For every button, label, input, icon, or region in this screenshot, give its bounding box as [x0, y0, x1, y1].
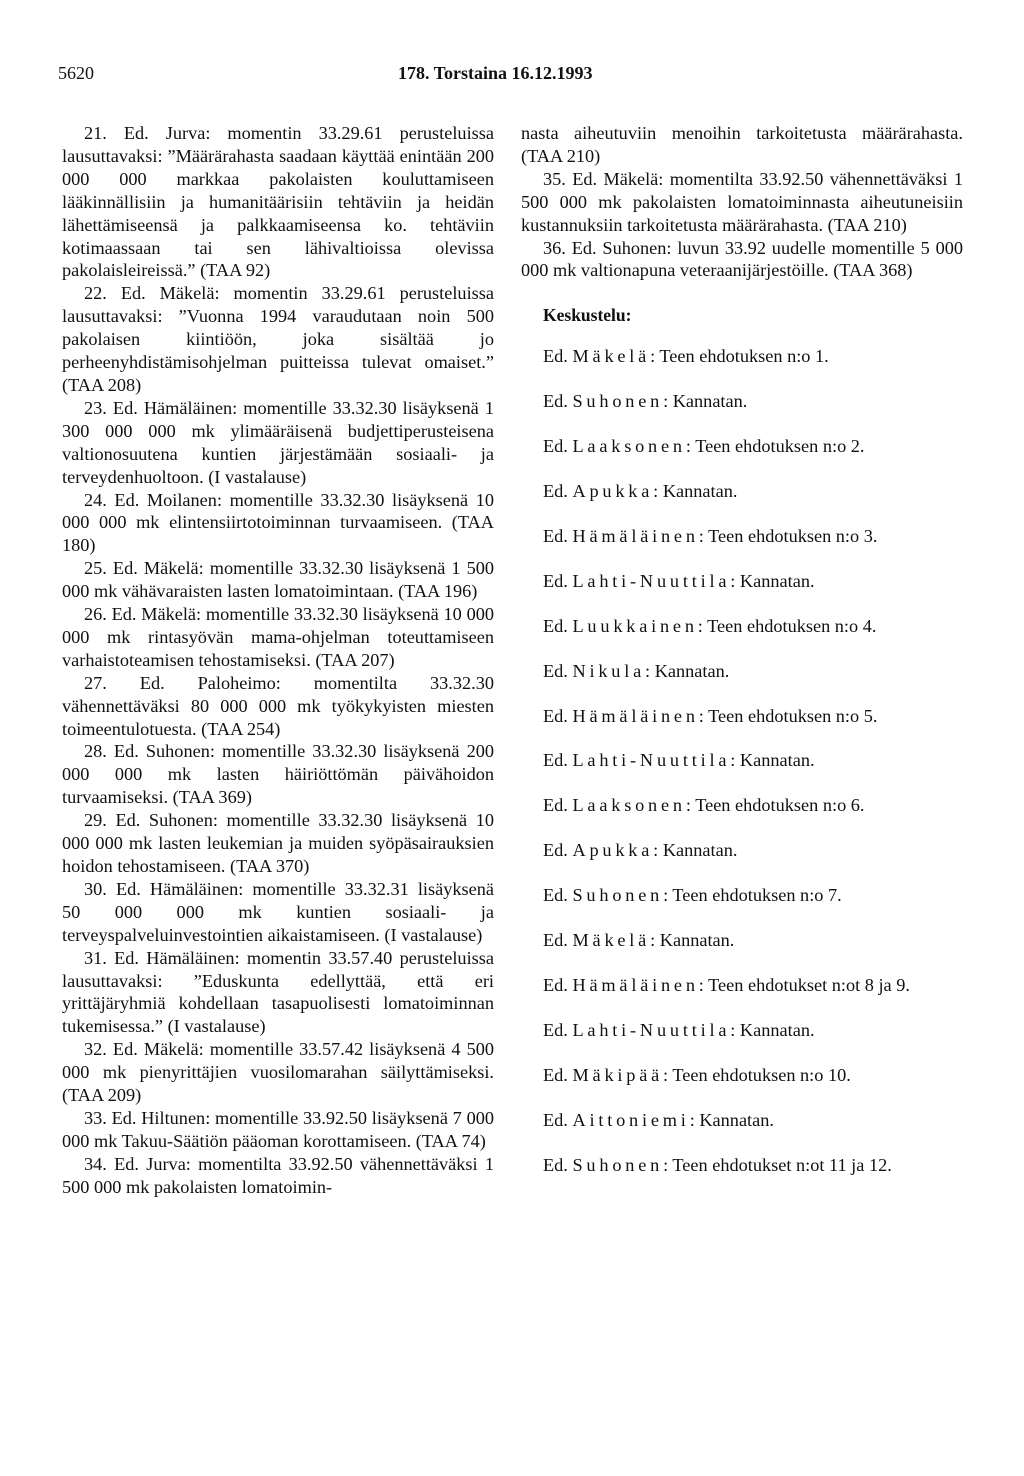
statement-text: Teen ehdotuksen n:o 6. — [695, 795, 865, 816]
speaker-prefix: Ed. — [543, 1064, 568, 1085]
proposal-paragraph: 29. Ed. Suhonen: momentille 33.32.30 lisäyksenä 10 000 000 mk lasten leukemian ja muiden syöpäsairauksien hoidon tehostamiseen. (TAA 370) — [62, 810, 494, 876]
speaker-prefix: Ed. — [543, 885, 568, 906]
speaker-name: Suhonen — [572, 885, 664, 906]
discussion-entry: Ed. Aittoniemi: Kannatan. — [543, 1109, 774, 1130]
speaker-prefix: Ed. — [543, 346, 568, 367]
proposal-paragraph: 30. Ed. Hämäläinen: momentille 33.32.31 lisäyksenä 50 000 000 mk kuntien sosiaali- ja terveyspalveluinvestointien aikaistamiseen. (I vastalause) — [62, 878, 494, 945]
speaker-name: Mäkelä — [572, 930, 651, 951]
proposal-paragraph: 34. Ed. Jurva: momentilta 33.92.50 vähennettäväksi 1 500 000 mk pakolaisten lomatoimin- — [62, 1153, 494, 1197]
proposal-paragraph: 32. Ed. Mäkelä: momentille 33.57.42 lisäyksenä 4 500 000 mk pienyrittäjien vuosilomarahan säilyttämiseksi. (TAA 209) — [62, 1039, 494, 1106]
speaker-name: Lahti-Nuuttila — [572, 1019, 731, 1040]
discussion-entry: Ed. Apukka: Kannatan. — [543, 840, 738, 861]
statement-text: Kannatan. — [739, 570, 815, 591]
discussion-entry: Ed. Hämäläinen: Teen ehdotuksen n:o 3. — [543, 525, 878, 546]
discussion-entry: Ed. Lahti-Nuuttila: Kannatan. — [543, 750, 815, 771]
proposal-paragraph: 31. Ed. Hämäläinen: momentin 33.57.40 perusteluissa lausuttavaksi: ”Eduskunta edellyttää, että eri yrittäjäryhmiä kohdellaan tasapuolisesti lomatoiminnan tukemisessa.” (I vastalause) — [62, 947, 494, 1037]
speaker-name: Aittoniemi — [572, 1109, 690, 1130]
proposal-paragraph: 23. Ed. Hämäläinen: momentille 33.32.30 lisäyksenä 1 300 000 000 mk ylimääräisenä budjettiperusteisena valtionosuutena kuntien järjestämään sosiaali- ja terveydenhuoltoon. (I vastalause) — [62, 397, 494, 487]
proposal-paragraph: 33. Ed. Hiltunen: momentille 33.92.50 lisäyksenä 7 000 000 mk Takuu-Säätiön pääoman korottamiseen. (TAA 74) — [62, 1107, 494, 1151]
statement-text: Kannatan. — [654, 660, 730, 681]
speaker-name: Mäkipää — [572, 1064, 664, 1085]
speaker-prefix: Ed. — [543, 615, 568, 636]
speaker-prefix: Ed. — [543, 750, 568, 771]
statement-text: Teen ehdotukset n:ot 8 ja 9. — [708, 974, 910, 995]
discussion-list — [521, 345, 963, 1176]
right-column — [521, 122, 963, 1198]
speaker-name: Hämäläinen — [572, 705, 699, 726]
statement-text: Kannatan. — [662, 840, 738, 861]
discussion-entry: Ed. Laaksonen: Teen ehdotuksen n:o 2. — [543, 436, 865, 457]
discussion-entry: Ed. Lahti-Nuuttila: Kannatan. — [543, 570, 815, 591]
speaker-name: Suhonen — [572, 1154, 664, 1175]
speaker-name: Luukkainen — [572, 615, 698, 636]
discussion-entry: Ed. Mäkelä: Kannatan. — [543, 930, 735, 951]
statement-text: Teen ehdotuksen n:o 10. — [672, 1064, 851, 1085]
statement-text: Teen ehdotuksen n:o 7. — [672, 885, 842, 906]
statement-text: Teen ehdotukset n:ot 11 ja 12. — [672, 1154, 892, 1175]
left-column — [62, 122, 494, 1199]
speaker-prefix: Ed. — [543, 974, 568, 995]
speaker-prefix: Ed. — [543, 525, 568, 546]
speaker-prefix: Ed. — [543, 1109, 568, 1130]
discussion-entry: Ed. Suhonen: Kannatan. — [543, 391, 748, 412]
statement-text: Kannatan. — [662, 480, 738, 501]
speaker-name: Lahti-Nuuttila — [572, 570, 731, 591]
proposal-paragraph: nasta aiheutuviin menoihin tarkoitetusta määrärahasta. (TAA 210) — [521, 123, 963, 166]
discussion-entry: Ed. Nikula: Kannatan. — [543, 660, 730, 681]
discussion-entry: Ed. Suhonen: Teen ehdotukset n:ot 11 ja 12. — [543, 1154, 892, 1175]
proposal-paragraph: 36. Ed. Suhonen: luvun 33.92 uudelle momentille 5 000 000 mk valtionapuna veteraanijärjestöille. (TAA 368) — [521, 237, 963, 281]
discussion-entry: Ed. Apukka: Kannatan. — [543, 480, 738, 501]
speaker-name: Laaksonen — [572, 436, 686, 457]
statement-text: Kannatan. — [699, 1109, 774, 1130]
discussion-entry: Ed. Mäkelä: Teen ehdotuksen n:o 1. — [543, 346, 829, 367]
statement-text: Kannatan. — [739, 750, 815, 771]
speaker-prefix: Ed. — [543, 795, 568, 816]
statement-text: Kannatan. — [739, 1019, 815, 1040]
speaker-prefix: Ed. — [543, 840, 568, 861]
statement-text: Teen ehdotuksen n:o 1. — [659, 346, 829, 367]
speaker-prefix: Ed. — [543, 1154, 568, 1175]
speaker-prefix: Ed. — [543, 480, 568, 501]
discussion-heading: Keskustelu: — [543, 305, 632, 326]
speaker-prefix: Ed. — [543, 705, 568, 726]
proposal-paragraph: 35. Ed. Mäkelä: momentilta 33.92.50 vähennettäväksi 1 500 000 mk pakolaisten lomatoiminnasta aiheutuneisiin kustannuksiin tarkoitetusta määrärahasta. (TAA 210) — [521, 168, 963, 235]
discussion-entry: Ed. Hämäläinen: Teen ehdotukset n:ot 8 ja 9. — [543, 974, 910, 995]
speaker-name: Suhonen — [572, 391, 664, 412]
page-number: 5620 — [58, 63, 94, 83]
statement-text: Teen ehdotuksen n:o 2. — [695, 436, 865, 457]
proposal-paragraph: 27. Ed. Paloheimo: momentilta 33.32.30 vähennettäväksi 80 000 000 mk työkykyisten miesten toimeentulotuesta. (TAA 254) — [62, 672, 494, 739]
proposal-paragraph: 26. Ed. Mäkelä: momentille 33.32.30 lisäyksenä 10 000 000 mk rintasyövän mama-ohjelman toteuttamiseen varhaistoteamisen tehostamiseksi. (TAA 207) — [62, 604, 494, 670]
speaker-name: Laaksonen — [572, 795, 686, 816]
speaker-prefix: Ed. — [543, 1019, 568, 1040]
discussion-entry: Ed. Laaksonen: Teen ehdotuksen n:o 6. — [543, 795, 865, 816]
session-title: 178. Torstaina 16.12.1993 — [398, 63, 593, 83]
proposal-paragraph: 25. Ed. Mäkelä: momentille 33.32.30 lisäyksenä 1 500 000 mk vähävaraisten lasten lomatoimintaan. (TAA 196) — [62, 558, 494, 602]
speaker-name: Mäkelä — [572, 346, 651, 367]
speaker-name: Apukka — [572, 480, 654, 501]
proposal-paragraph: 24. Ed. Moilanen: momentille 33.32.30 lisäyksenä 10 000 000 mk elintensiirtotoiminnan turvaamiseen. (TAA 180) — [62, 489, 494, 556]
proposal-paragraph: 28. Ed. Suhonen: momentille 33.32.30 lisäyksenä 200 000 000 mk lasten häiriöttömän päivähoidon turvaamiseksi. (TAA 369) — [62, 741, 494, 808]
proposal-paragraph: 22. Ed. Mäkelä: momentin 33.29.61 perusteluissa lausuttavaksi: ”Vuonna 1994 varaudutaan noin 500 pakolaisen kiintiöön, joka sisältää jo perheenyhdistämisohjelman puitteissa tulevat omaiset.” (TAA 208) — [62, 283, 494, 395]
discussion-entry: Ed. Luukkainen: Teen ehdotuksen n:o 4. — [543, 615, 877, 636]
speaker-name: Lahti-Nuuttila — [572, 750, 731, 771]
discussion-entry: Ed. Hämäläinen: Teen ehdotuksen n:o 5. — [543, 705, 878, 726]
discussion-entry: Ed. Lahti-Nuuttila: Kannatan. — [543, 1019, 815, 1040]
statement-text: Teen ehdotuksen n:o 5. — [708, 705, 878, 726]
speaker-prefix: Ed. — [543, 660, 568, 681]
statement-text: Kannatan. — [659, 930, 735, 951]
proposal-paragraph: 21. Ed. Jurva: momentin 33.29.61 perusteluissa lausuttavaksi: ”Määrärahasta saadaan käyttää enintään 200 000 000 markkaa pakolaisten kouluttamiseen lääkinnällisiin ja humanitäärisiin tehtäviin ja heidän lähettämiseensä ja palkkaamiseensa ko. tehtäviin kotimaassaan tai sen lähivaltioissa olevissa pakolaisleireissä.” (TAA 92) — [62, 123, 494, 281]
speaker-name: Hämäläinen — [572, 525, 699, 546]
speaker-prefix: Ed. — [543, 436, 568, 457]
speaker-prefix: Ed. — [543, 570, 568, 591]
statement-text: Kannatan. — [672, 391, 748, 412]
speaker-prefix: Ed. — [543, 930, 568, 951]
speaker-name: Nikula — [572, 660, 646, 681]
speaker-prefix: Ed. — [543, 391, 568, 412]
statement-text: Teen ehdotuksen n:o 4. — [707, 615, 877, 636]
speaker-name: Hämäläinen — [572, 974, 699, 995]
discussion-entry: Ed. Mäkipää: Teen ehdotuksen n:o 10. — [543, 1064, 851, 1085]
speaker-name: Apukka — [572, 840, 654, 861]
discussion-entry: Ed. Suhonen: Teen ehdotuksen n:o 7. — [543, 885, 842, 906]
statement-text: Teen ehdotuksen n:o 3. — [708, 525, 878, 546]
